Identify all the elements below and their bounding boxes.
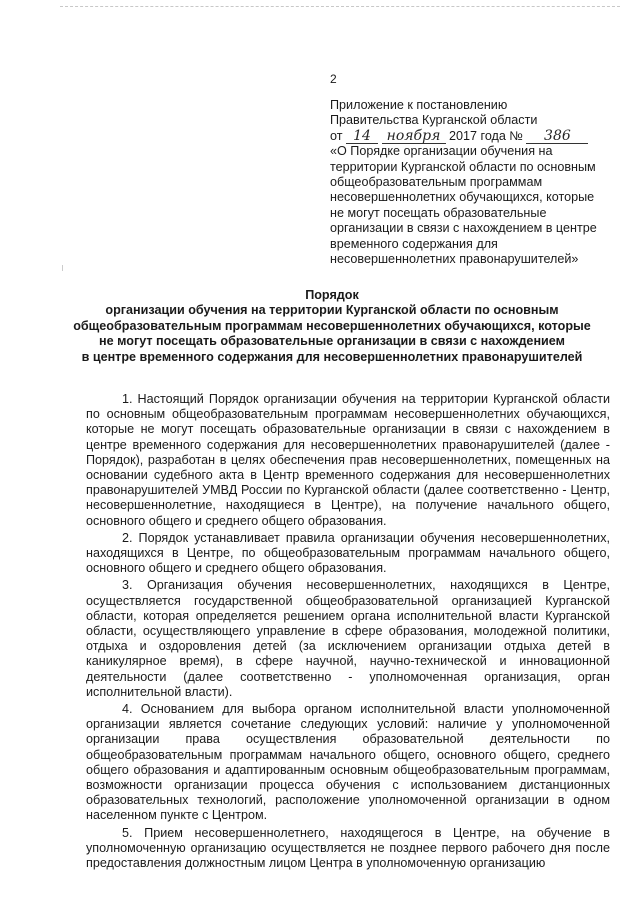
date-year: 2017 года № xyxy=(449,128,523,143)
decree-title-line: «О Порядке организации обучения на xyxy=(330,144,553,159)
title-subtitle-line: не могут посещать образовательные организации в связи с нахождением xyxy=(99,334,565,349)
decree-title-line: несовершеннолетних правонарушителей» xyxy=(330,252,579,267)
paragraph-4: 4. Основанием для выбора органом исполнительной власти уполномоченной организации является сочетание следующих условий: наличие у уполномоченной организации права осуществления образовательной деятельности по общеобразовательным программам начального общего, основного общего, среднего общего образования и адаптированным основным общеобразовательным программам, возможности организации процесса обучения с использованием дистанционных образовательных технологий, расположение уполномоченной организации в одном населенном пункте с Центром. xyxy=(86,702,610,823)
decree-title-line: территории Курганской области по основным xyxy=(330,159,596,174)
page-number: 2 xyxy=(330,72,337,86)
appendix-date-line xyxy=(330,129,620,144)
paragraph-1: 1. Настоящий Порядок организации обучения на территории Курганской области по основным общеобразовательным программам несовершеннолетних обучающихся, которые не могут посещать образовательные организации в связи с нахождением в центре временного содержания для несовершеннолетних правонарушителей (далее - Порядок), разработан в целях обеспечения прав несовершеннолетних, помещенных на основании судебного акта в Центр временного содержания для несовершеннолетних правонарушителей УМВД России по Курганской области (далее соответственно - Центр, несовершеннолетние, находящиеся в Центре), на получение начального общего, основного общего и среднего общего образования. xyxy=(86,392,610,528)
handwritten-day: 14 xyxy=(346,130,378,144)
document-body xyxy=(86,392,610,873)
scan-edge-artifact xyxy=(60,6,620,7)
decree-title-line: несовершеннолетних обучающихся, которые xyxy=(330,190,595,205)
handwritten-month: ноября xyxy=(382,130,446,144)
decree-title-line: общеобразовательным программам xyxy=(330,175,543,190)
title-heading: Порядок xyxy=(305,288,359,302)
appendix-line-1: Приложение к постановлению xyxy=(330,98,508,112)
decree-title-line: не могут посещать образовательные xyxy=(330,205,547,220)
title-subtitle-line: общеобразовательным программам несовершеннолетних обучающихся, которые xyxy=(73,318,591,333)
appendix-line-2: Правительства Курганской области xyxy=(330,113,538,128)
decree-title-line: организации в связи с нахождением в центре xyxy=(330,221,597,236)
handwritten-decree-number: 386 xyxy=(526,130,588,144)
margin-mark xyxy=(62,265,63,271)
paragraph-3: 3. Организация обучения несовершеннолетних, находящихся в Центре, осуществляется государственной общеобразовательной организацией Курганской области, которая определяется решением органа исполнительной власти Курганской области, осуществляющего управление в сфере образования, молодежной политики, отдыха и оздоровления детей (за исключением организации отдыха детей в каникулярное время), в сфере научной, научно-технической и инновационной деятельности (далее соответственно - уполномоченная организация, орган исполнительной власти). xyxy=(86,578,610,699)
title-subtitle-line: организации обучения на территории Курганской области по основным xyxy=(105,303,559,318)
paragraph-2: 2. Порядок устанавливает правила организации обучения несовершеннолетних, находящихся в Центре, по общеобразовательным программам начального общего, основного общего и среднего общего образования. xyxy=(86,530,610,576)
date-prefix: от xyxy=(330,128,343,143)
paragraph-5: 5. Прием несовершеннолетнего, находящегося в Центре, на обучение в уполномоченную организацию осуществляется не позднее первого рабочего дня после предоставления должностным лицом Центра в уполномоченную организацию xyxy=(86,825,610,871)
title-subtitle-line: в центре временного содержания для несовершеннолетних правонарушителей xyxy=(81,349,583,364)
document-title xyxy=(52,288,612,365)
decree-title-line: временного содержания для xyxy=(330,236,498,251)
appendix-header xyxy=(330,98,620,267)
